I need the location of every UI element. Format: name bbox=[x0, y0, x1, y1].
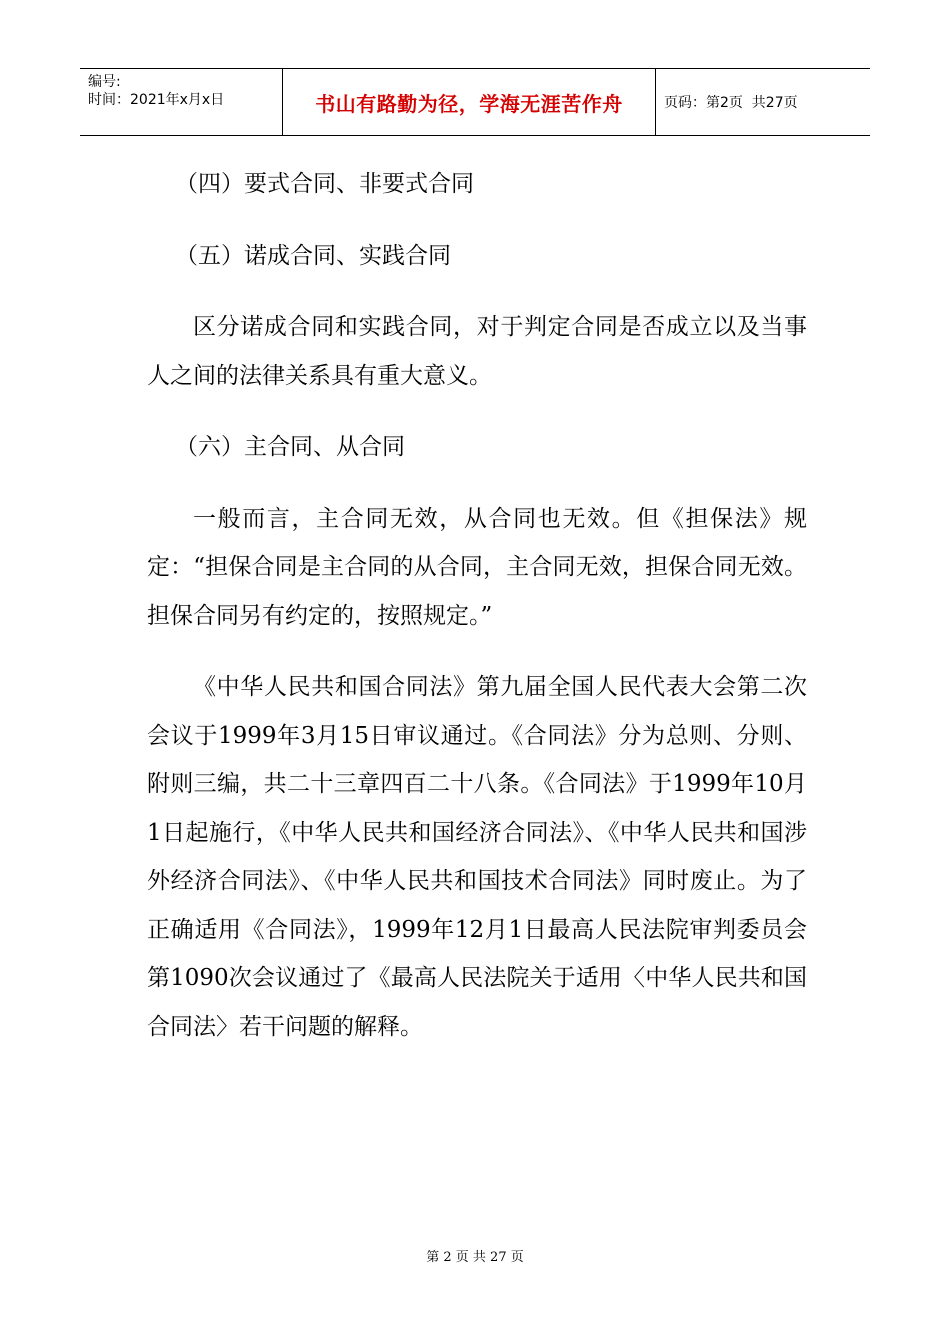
header-meta bbox=[80, 69, 283, 135]
section-heading-5: （五）诺成合同、实践合同 bbox=[175, 242, 451, 269]
page-header bbox=[80, 68, 870, 136]
paragraph-consensual-contracts: 区分诺成合同和实践合同，对于判定合同是否成立以及当事人之间的法律关系具有重大意义。 bbox=[147, 314, 807, 389]
header-page-info-text: 页码：第2页 共27页 bbox=[664, 95, 798, 111]
document-number-label: 编号: bbox=[88, 74, 121, 90]
document-body bbox=[147, 160, 807, 1051]
section-heading-4: （四）要式合同、非要式合同 bbox=[175, 171, 474, 197]
section-heading-6: （六）主合同、从合同 bbox=[175, 434, 405, 460]
document-time-label: 时间：2021年x月x日 bbox=[88, 92, 225, 108]
paragraph-guarantee-law: 一般而言，主合同无效，从合同也无效。但《担保法》规定：“担保合同是主合同的从合同，主合同无效，担保合同无效。担保合同另有约定的，按照规定。” bbox=[147, 505, 807, 629]
header-page-info bbox=[656, 69, 870, 135]
header-motto: 书山有路勤为径，学海无涯苦作舟 bbox=[283, 69, 656, 135]
page-footer: 第 2 页 共 27 页 bbox=[426, 1250, 524, 1265]
paragraph-contract-law-history: 《中华人民共和国合同法》第九届全国人民代表大会第二次会议于1999年3月15日审议通过。《合同法》分为总则、分则、附则三编，共二十三章四百二十八条。《合同法》于1999年10月1日起施行，《中华人民共和国经济合同法》、《中华人民共和国涉外经济合同法》、《中华人民共和国技术合同法》同时废止。为了正确适用《合同法》，1999年12月1日最高人民法院审判委员会第1090次会议通过了《最高人民法院关于适用〈中华人民共和国合同法〉若干问题的解释。 bbox=[147, 674, 807, 1040]
